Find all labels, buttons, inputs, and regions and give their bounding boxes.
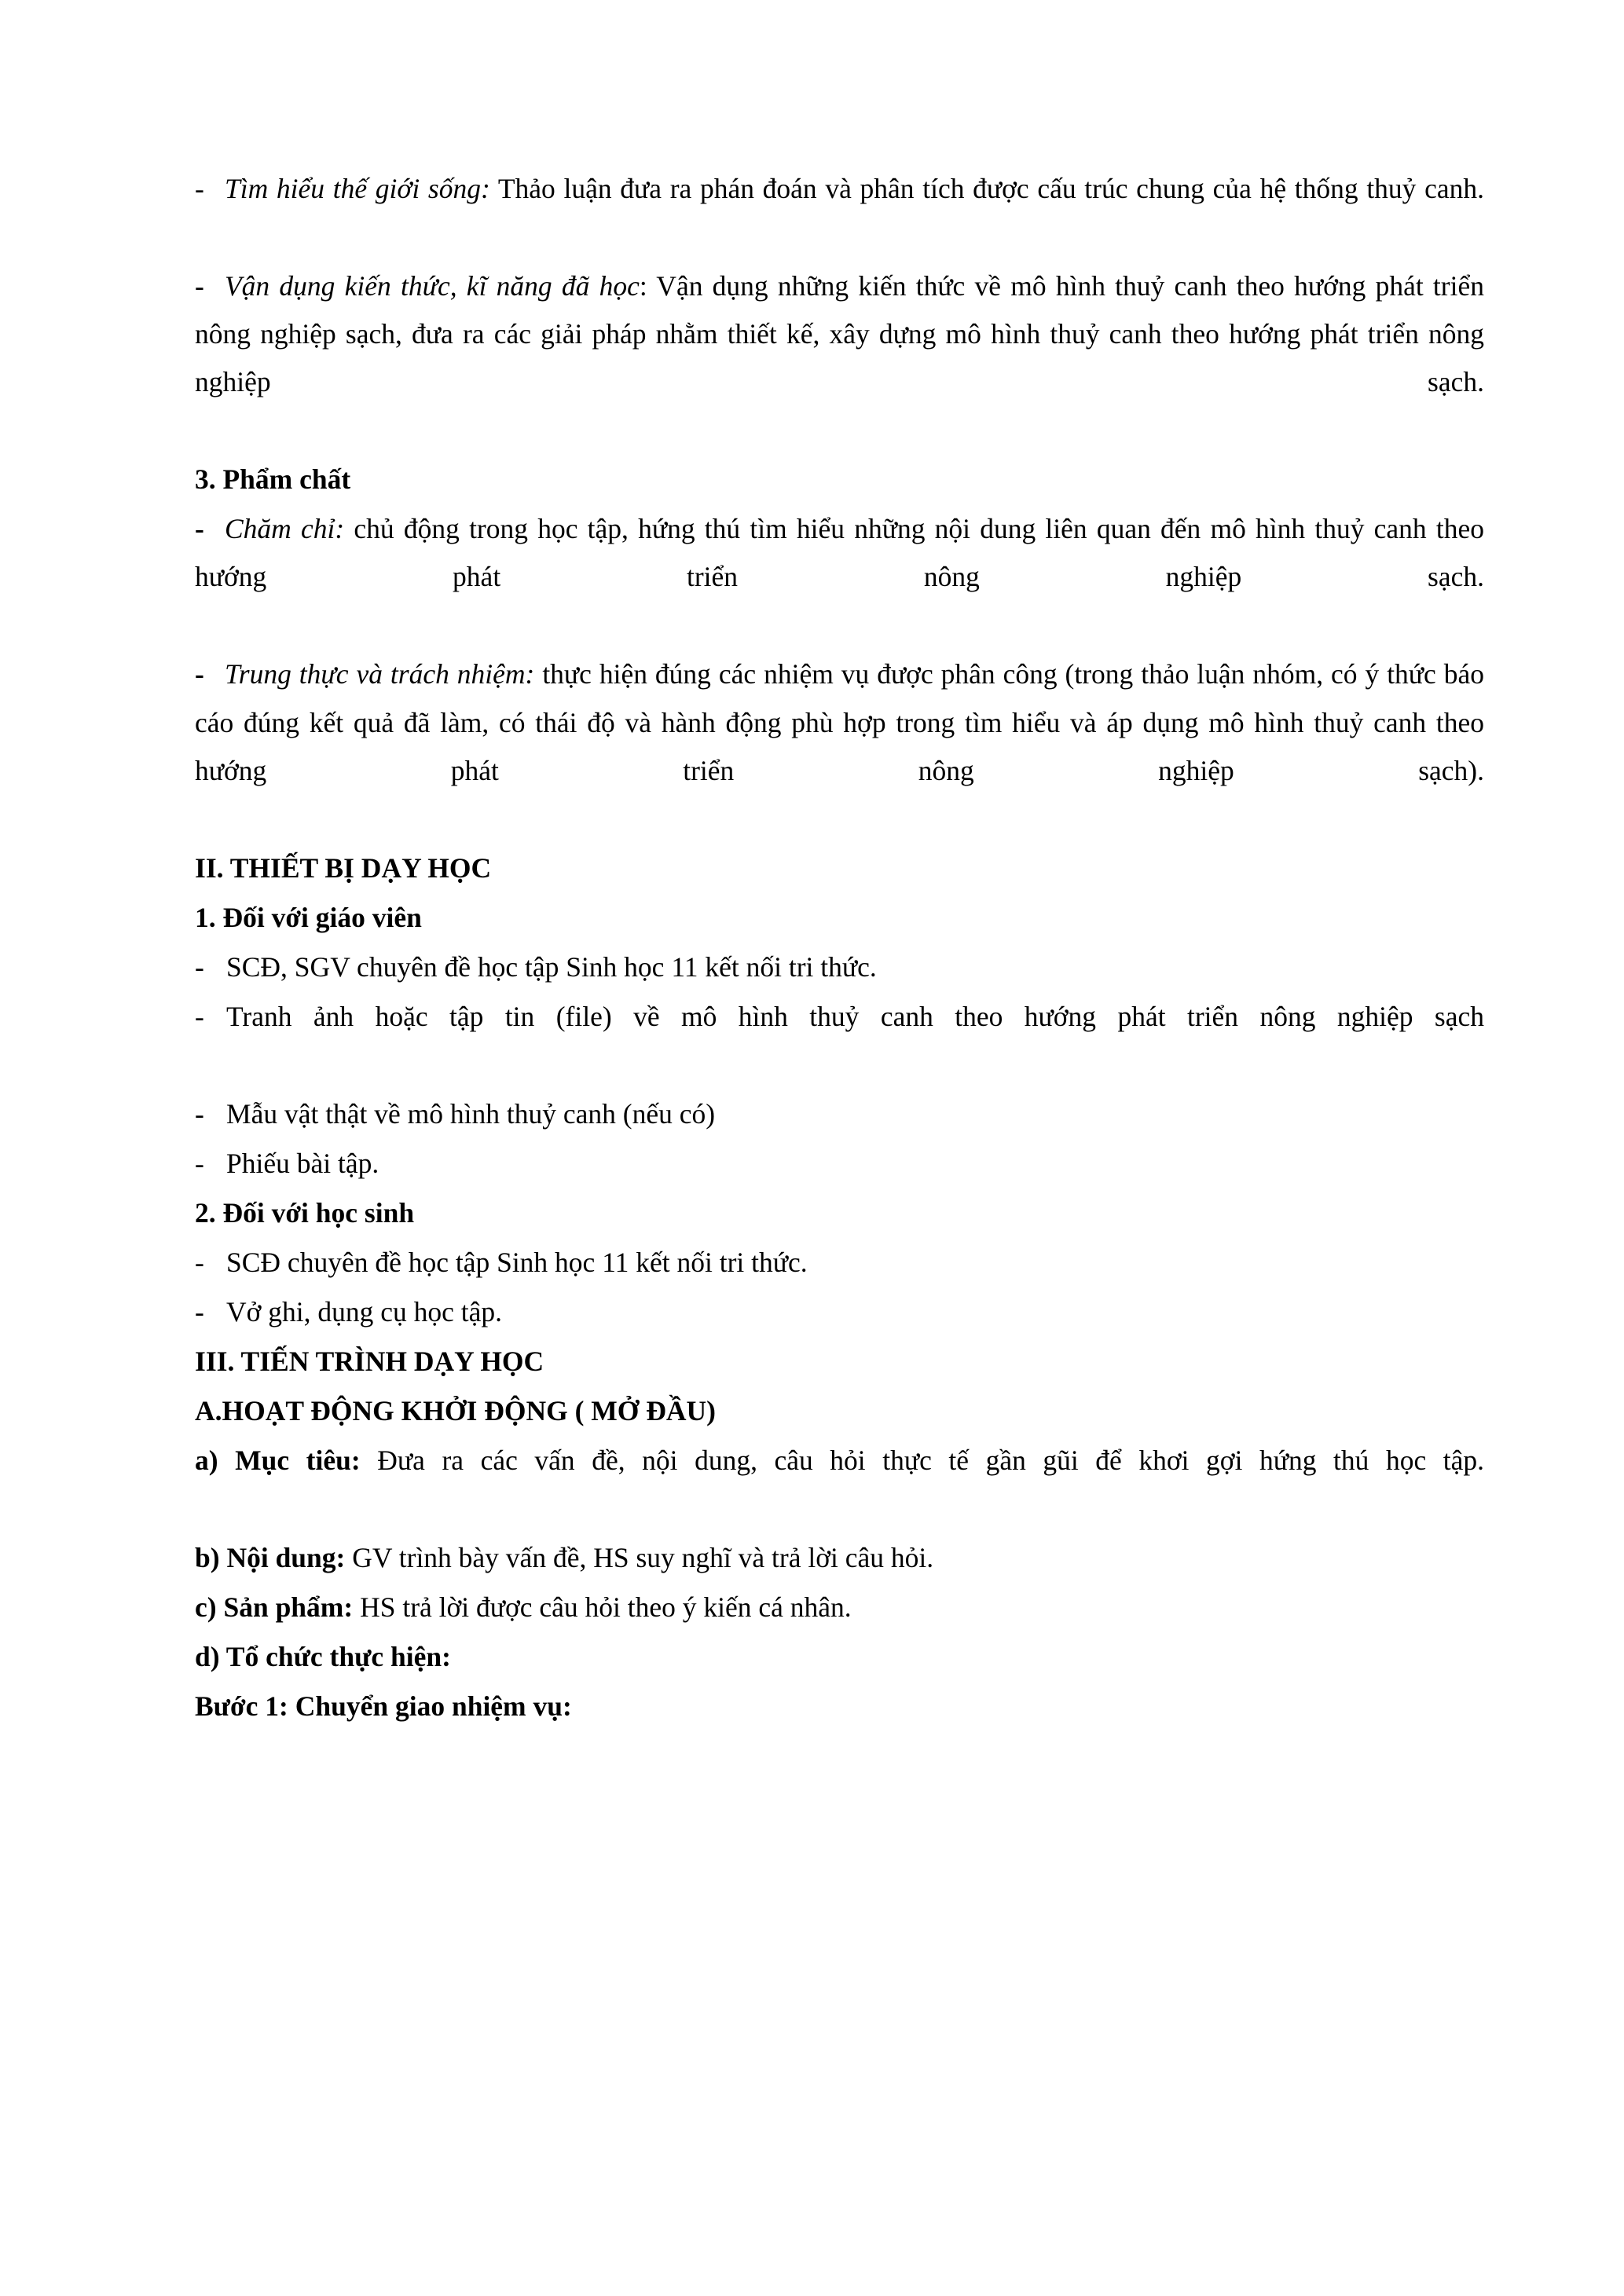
bullet-dash: -: [195, 950, 204, 983]
paragraph-lead: a) Mục tiêu:: [195, 1445, 361, 1477]
paragraph-text: HS trả lời được câu hỏi theo ý kiến cá nhân.: [353, 1591, 852, 1624]
list-item-teacher-samples: [195, 1090, 1484, 1138]
list-item-teacher-worksheet: [195, 1140, 1484, 1188]
bullet-dash: -: [195, 1247, 204, 1279]
list-item-text: Tranh ảnh hoặc tập tin (file) về mô hình thuỷ canh theo hướng phát triển nông nghiệp sạch: [226, 1000, 1484, 1032]
paragraph-text: Thảo luận đưa ra phán đoán và phân tích được cấu trúc chung của hệ thống thuỷ canh.: [489, 173, 1485, 204]
paragraph-quality-cham-chi: [195, 505, 1484, 649]
list-item-text: Phiếu bài tập.: [226, 1147, 379, 1179]
paragraph-lead: b) Nội dung:: [195, 1542, 346, 1574]
paragraph-objective-explore-living-world: [195, 165, 1484, 261]
list-item-teacher-scd-sgv: [195, 943, 1484, 991]
paragraph-text: : Vận dụng những kiến thức về mô hình thuỷ canh theo hướng phát triển nông nghiệp sạch, đưa ra các giải pháp nhằm thiết kế, xây dựng mô hình thuỷ canh theo hướng phát triển nông nghiệp sạch.: [195, 270, 1484, 398]
heading-2-doi-voi-hoc-sinh: 2. Đối với học sinh: [195, 1196, 415, 1229]
bullet-dash: -: [195, 173, 204, 204]
paragraph-text: GV trình bày vấn đề, HS suy nghĩ và trả lời câu hỏi.: [345, 1542, 934, 1574]
paragraph-text: chủ động trong học tập, hứng thú tìm hiểu những nội dung liên quan đến mô hình thuỷ canh theo hướng phát triển nông nghiệp sạch.: [195, 513, 1485, 593]
list-item-student-scd: [195, 1239, 1484, 1287]
heading-iii-tien-trinh-day-hoc: III. TIẾN TRÌNH DẠY HỌC: [195, 1346, 544, 1378]
paragraph-lead: Vận dụng kiến thức, kĩ năng đã học: [225, 270, 640, 302]
list-item-text: Mẫu vật thật về mô hình thuỷ canh (nếu có): [226, 1097, 716, 1130]
heading-1-doi-voi-giao-vien: 1. Đối với giáo viên: [195, 901, 422, 933]
paragraph-lead: Chăm chỉ:: [225, 513, 345, 545]
bullet-dash: -: [195, 1097, 204, 1130]
heading-ii-thiet-bi-day-hoc: II. THIẾT BỊ DẠY HỌC: [195, 851, 492, 884]
document-body: [195, 165, 1484, 1731]
heading-3-pham-chat: 3. Phẩm chất: [195, 463, 351, 496]
paragraph-a-muc-tieu: [195, 1437, 1484, 1532]
paragraph-quality-trung-thuc: [195, 650, 1484, 842]
paragraph-lead: Trung thực và trách nhiệm:: [225, 658, 535, 690]
bullet-dash: -: [195, 513, 204, 545]
bullet-dash: -: [195, 1000, 204, 1032]
list-item-text: SCĐ, SGV chuyên đề học tập Sinh học 11 kết nối tri thức.: [226, 950, 877, 983]
list-item-student-notebook: [195, 1288, 1484, 1336]
paragraph-text: thực hiện đúng các nhiệm vụ được phân công (trong thảo luận nhóm, có ý thức báo cáo đúng kết quả đã làm, có thái độ và hành động phù hợp trong tìm hiểu và áp dụng mô hình thuỷ canh theo hướng phát triển nông nghiệp sạch).: [195, 658, 1484, 786]
bullet-dash: -: [195, 1147, 204, 1179]
paragraph-text: Đưa ra các vấn đề, nội dung, câu hỏi thực tế gần gũi để khơi gợi hứng thú học tập.: [360, 1445, 1485, 1477]
list-item-text: Vở ghi, dụng cụ học tập.: [226, 1296, 503, 1328]
bullet-dash: -: [195, 1296, 204, 1328]
heading-d-to-chuc-thuc-hien: d) Tổ chức thực hiện:: [195, 1641, 451, 1673]
heading-a-hoat-dong-khoi-dong: A.HOẠT ĐỘNG KHỞI ĐỘNG ( MỞ ĐẦU): [195, 1395, 716, 1427]
paragraph-objective-apply-knowledge: [195, 262, 1484, 454]
bullet-dash: -: [195, 270, 204, 302]
bullet-dash: -: [195, 658, 204, 690]
paragraph-b-noi-dung: [195, 1534, 1484, 1582]
paragraph-lead: Tìm hiểu thế giới sống:: [225, 173, 490, 204]
list-item-text: SCĐ chuyên đề học tập Sinh học 11 kết nối tri thức.: [226, 1247, 808, 1279]
list-item-teacher-images-files: [195, 993, 1484, 1089]
paragraph-lead: c) Sản phẩm:: [195, 1591, 354, 1624]
heading-buoc-1-chuyen-giao-nhiem-vu: Bước 1: Chuyển giao nhiệm vụ:: [195, 1690, 572, 1723]
paragraph-c-san-pham: [195, 1584, 1484, 1631]
